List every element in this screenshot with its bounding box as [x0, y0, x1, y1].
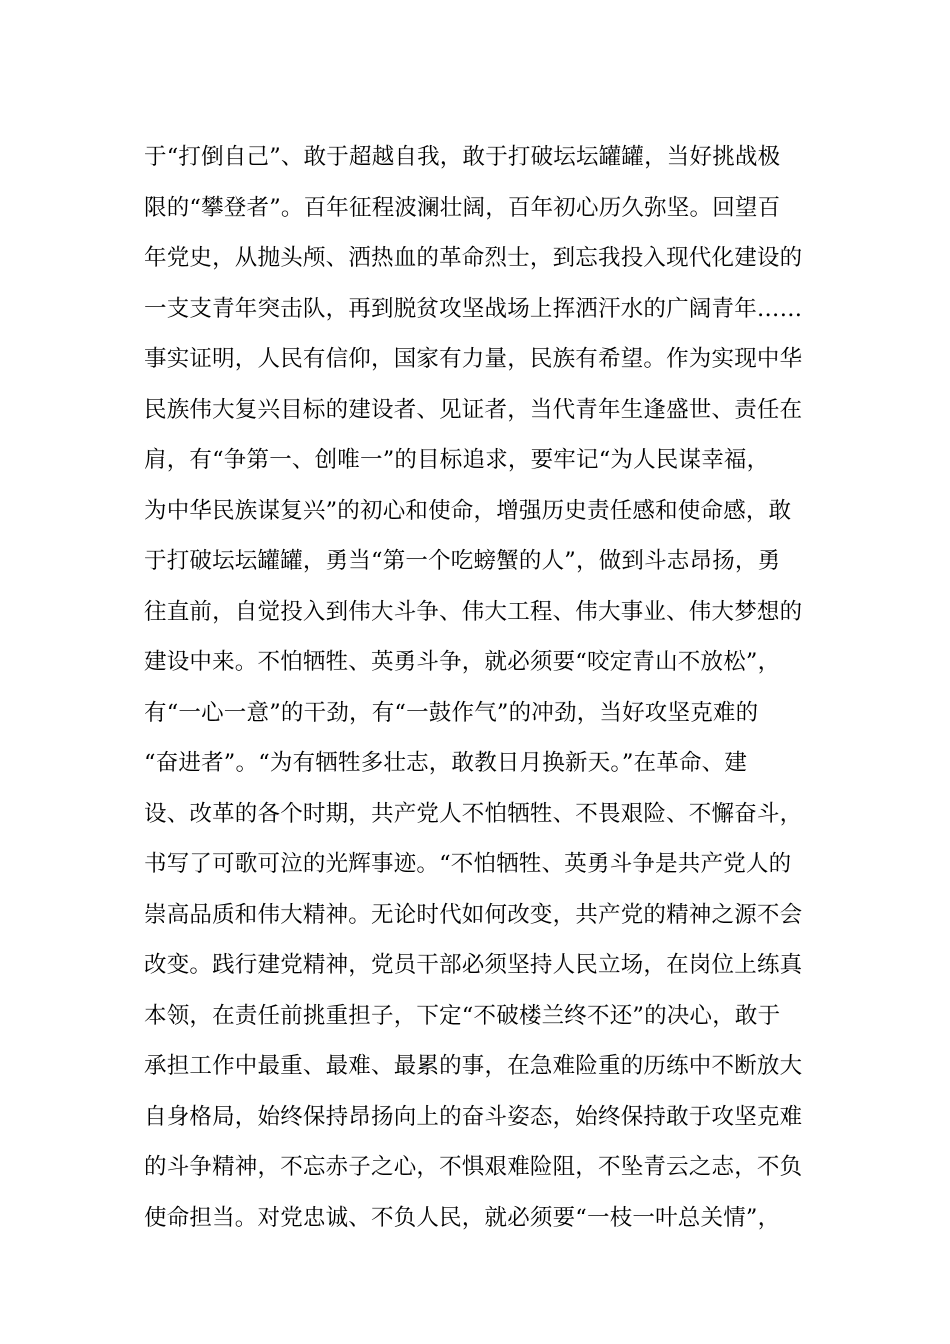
text-line: 事实证明，人民有信仰，国家有力量，民族有希望。作为实现中华: [144, 346, 803, 372]
text-line: 使命担当。对党忠诚、不负人民，就必须要“一枝一叶总关情”，: [144, 1204, 781, 1231]
text-line: 民族伟大复兴目标的建设者、见证者，当代青年生逢盛世、责任在: [144, 396, 803, 423]
text-line: 有“一心一意”的干劲，有“一鼓作气”的冲劲，当好攻坚克难的: [144, 699, 759, 726]
text-line: 的斗争精神，不忘赤子之心，不惧艰难险阻，不坠青云之志，不负: [144, 1154, 803, 1180]
text-line: 年党史，从抛头颅、洒热血的革命烈士，到忘我投入现代化建设的: [144, 245, 803, 271]
text-line: 限的“攀登者”。百年征程波澜壮阔，百年初心历久弥坚。回望百: [144, 194, 781, 221]
text-line: 书写了可歌可泣的光辉事迹。“不怕牺牲、英勇斗争是共产党人的: [144, 851, 792, 877]
text-line: 肩，有“争第一、创唯一”的目标追求，要牢记“为人民谋幸福，: [144, 447, 770, 473]
text-line: 崇高品质和伟大精神。无论时代如何改变，共产党的精神之源不会: [144, 901, 803, 928]
text-line: 为中华民族谋复兴”的初心和使命，增强历史责任感和使命感，敢: [144, 497, 792, 524]
text-line: 自身格局，始终保持昂扬向上的奋斗姿态，始终保持敢于攻坚克难: [144, 1103, 803, 1130]
body-text: [144, 132, 808, 1243]
text-line: 承担工作中最重、最难、最累的事，在急难险重的历练中不断放大: [144, 1053, 803, 1079]
text-line: 一支支青年突击队，再到脱贫攻坚战场上挥洒汗水的广阔青年……: [144, 295, 803, 322]
text-line: 本领，在责任前挑重担子，下定“不破楼兰终不还”的决心，敢于: [144, 1002, 781, 1029]
text-line: 设、改革的各个时期，共产党人不怕牺牲、不畏艰险、不懈奋斗，: [144, 800, 803, 827]
text-line: “奋进者”。“为有牺牲多壮志，敢教日月换新天。”在革命、建: [144, 750, 748, 776]
text-line: 于打破坛坛罐罐，勇当“第一个吃螃蟹的人”，做到斗志昂扬，勇: [144, 548, 781, 574]
text-line: 往直前，自觉投入到伟大斗争、伟大工程、伟大事业、伟大梦想的: [144, 598, 803, 625]
text-line: 建设中来。不怕牺牲、英勇斗争，就必须要“咬定青山不放松”，: [144, 649, 781, 675]
text-line: 改变。践行建党精神，党员干部必须坚持人民立场，在岗位上练真: [144, 952, 803, 978]
text-line: 于“打倒自己”、敢于超越自我，敢于打破坛坛罐罐，当好挑战极: [144, 144, 781, 170]
